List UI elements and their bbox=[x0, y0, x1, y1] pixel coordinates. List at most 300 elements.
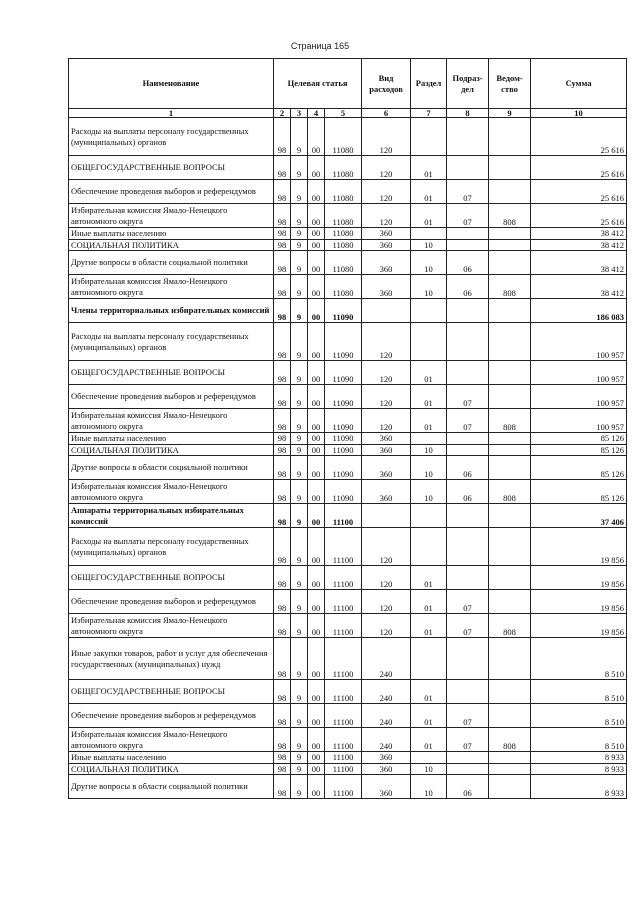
target-code-4: 11090 bbox=[325, 409, 362, 433]
expense-type: 120 bbox=[362, 118, 411, 156]
section-code: 10 bbox=[411, 763, 447, 775]
target-code-1: 98 bbox=[274, 528, 291, 566]
section-code bbox=[411, 433, 447, 445]
table-row bbox=[69, 566, 627, 590]
target-code-4: 11080 bbox=[325, 204, 362, 228]
target-code-3: 00 bbox=[308, 480, 325, 504]
target-code-3: 00 bbox=[308, 680, 325, 704]
target-code-1: 98 bbox=[274, 680, 291, 704]
target-code-4: 11100 bbox=[325, 728, 362, 752]
target-code-2: 9 bbox=[291, 204, 308, 228]
table-row bbox=[69, 361, 627, 385]
section-code: 01 bbox=[411, 704, 447, 728]
subsection-code: 06 bbox=[447, 275, 489, 299]
target-code-2: 9 bbox=[291, 118, 308, 156]
target-code-3: 00 bbox=[308, 275, 325, 299]
row-sum: 100 957 bbox=[531, 361, 627, 385]
section-code: 10 bbox=[411, 775, 447, 799]
section-code bbox=[411, 118, 447, 156]
target-code-3: 00 bbox=[308, 228, 325, 240]
section-code: 01 bbox=[411, 156, 447, 180]
target-code-1: 98 bbox=[274, 228, 291, 240]
table-row bbox=[69, 228, 627, 240]
row-sum: 8 933 bbox=[531, 752, 627, 764]
table-row bbox=[69, 728, 627, 752]
subsection-code: 07 bbox=[447, 590, 489, 614]
target-code-4: 11090 bbox=[325, 444, 362, 456]
section-code: 01 bbox=[411, 680, 447, 704]
target-code-3: 00 bbox=[308, 433, 325, 445]
row-sum: 19 856 bbox=[531, 528, 627, 566]
target-code-1: 98 bbox=[274, 456, 291, 480]
target-code-1: 98 bbox=[274, 156, 291, 180]
table-row bbox=[69, 480, 627, 504]
department-code bbox=[489, 504, 531, 528]
subsection-code bbox=[447, 752, 489, 764]
header-department: Ведом-ство bbox=[489, 59, 531, 109]
row-name: Расходы на выплаты персоналу государственных (муниципальных) органов bbox=[69, 323, 274, 361]
subsection-code bbox=[447, 299, 489, 323]
row-name: ОБЩЕГОСУДАРСТВЕННЫЕ ВОПРОСЫ bbox=[69, 361, 274, 385]
target-code-4: 11080 bbox=[325, 251, 362, 275]
target-code-2: 9 bbox=[291, 480, 308, 504]
target-code-1: 98 bbox=[274, 275, 291, 299]
row-sum: 186 083 bbox=[531, 299, 627, 323]
table-row bbox=[69, 704, 627, 728]
expense-type: 360 bbox=[362, 763, 411, 775]
target-code-2: 9 bbox=[291, 528, 308, 566]
row-name: ОБЩЕГОСУДАРСТВЕННЫЕ ВОПРОСЫ bbox=[69, 680, 274, 704]
section-code: 10 bbox=[411, 239, 447, 251]
subsection-code bbox=[447, 156, 489, 180]
department-code bbox=[489, 590, 531, 614]
column-number: 7 bbox=[411, 109, 447, 118]
target-code-4: 11090 bbox=[325, 480, 362, 504]
target-code-2: 9 bbox=[291, 704, 308, 728]
department-code bbox=[489, 528, 531, 566]
target-code-3: 00 bbox=[308, 409, 325, 433]
row-sum: 85 126 bbox=[531, 480, 627, 504]
target-code-3: 00 bbox=[308, 504, 325, 528]
row-name: ОБЩЕГОСУДАРСТВЕННЫЕ ВОПРОСЫ bbox=[69, 156, 274, 180]
expense-type: 240 bbox=[362, 638, 411, 680]
row-name: Избирательная комиссия Ямало-Ненецкого автономного округа bbox=[69, 204, 274, 228]
target-code-3: 00 bbox=[308, 728, 325, 752]
target-code-2: 9 bbox=[291, 775, 308, 799]
target-code-4: 11100 bbox=[325, 638, 362, 680]
department-code bbox=[489, 444, 531, 456]
target-code-1: 98 bbox=[274, 728, 291, 752]
target-code-2: 9 bbox=[291, 456, 308, 480]
table-row bbox=[69, 433, 627, 445]
row-sum: 38 412 bbox=[531, 275, 627, 299]
target-code-3: 00 bbox=[308, 323, 325, 361]
target-code-2: 9 bbox=[291, 156, 308, 180]
expense-type: 360 bbox=[362, 433, 411, 445]
row-sum: 8 933 bbox=[531, 775, 627, 799]
expense-type: 120 bbox=[362, 156, 411, 180]
row-name: СОЦИАЛЬНАЯ ПОЛИТИКА bbox=[69, 239, 274, 251]
target-code-3: 00 bbox=[308, 752, 325, 764]
department-code bbox=[489, 180, 531, 204]
table-row bbox=[69, 528, 627, 566]
target-code-3: 00 bbox=[308, 118, 325, 156]
target-code-4: 11090 bbox=[325, 361, 362, 385]
row-sum: 38 412 bbox=[531, 239, 627, 251]
table-row bbox=[69, 590, 627, 614]
target-code-3: 00 bbox=[308, 566, 325, 590]
target-code-2: 9 bbox=[291, 728, 308, 752]
section-code: 01 bbox=[411, 385, 447, 409]
table-row bbox=[69, 180, 627, 204]
subsection-code: 07 bbox=[447, 614, 489, 638]
table-row bbox=[69, 251, 627, 275]
table-row bbox=[69, 763, 627, 775]
expense-type: 240 bbox=[362, 680, 411, 704]
row-sum: 19 856 bbox=[531, 614, 627, 638]
target-code-3: 00 bbox=[308, 156, 325, 180]
header-type: Вид расходов bbox=[362, 59, 411, 109]
row-sum: 19 856 bbox=[531, 566, 627, 590]
row-name: Члены территориальных избирательных комиссий bbox=[69, 299, 274, 323]
row-name: Избирательная комиссия Ямало-Ненецкого автономного округа bbox=[69, 480, 274, 504]
row-sum: 25 616 bbox=[531, 180, 627, 204]
target-code-3: 00 bbox=[308, 361, 325, 385]
subsection-code: 06 bbox=[447, 456, 489, 480]
section-code: 01 bbox=[411, 409, 447, 433]
expense-type: 120 bbox=[362, 180, 411, 204]
target-code-3: 00 bbox=[308, 763, 325, 775]
target-code-4: 11090 bbox=[325, 299, 362, 323]
target-code-4: 11080 bbox=[325, 118, 362, 156]
expense-type: 120 bbox=[362, 614, 411, 638]
department-code bbox=[489, 763, 531, 775]
target-code-4: 11080 bbox=[325, 275, 362, 299]
row-sum: 8 510 bbox=[531, 680, 627, 704]
target-code-1: 98 bbox=[274, 752, 291, 764]
target-code-4: 11080 bbox=[325, 228, 362, 240]
section-code: 01 bbox=[411, 361, 447, 385]
column-number: 5 bbox=[325, 109, 362, 118]
target-code-1: 98 bbox=[274, 239, 291, 251]
department-code bbox=[489, 433, 531, 445]
target-code-2: 9 bbox=[291, 504, 308, 528]
row-sum: 38 412 bbox=[531, 251, 627, 275]
department-code bbox=[489, 775, 531, 799]
subsection-code bbox=[447, 763, 489, 775]
target-code-2: 9 bbox=[291, 763, 308, 775]
section-code bbox=[411, 638, 447, 680]
target-code-2: 9 bbox=[291, 251, 308, 275]
target-code-1: 98 bbox=[274, 180, 291, 204]
row-name: СОЦИАЛЬНАЯ ПОЛИТИКА bbox=[69, 763, 274, 775]
row-name: Избирательная комиссия Ямало-Ненецкого автономного округа bbox=[69, 275, 274, 299]
row-sum: 100 957 bbox=[531, 409, 627, 433]
subsection-code bbox=[447, 433, 489, 445]
page-header: Страница 165 bbox=[290, 41, 350, 51]
section-code: 10 bbox=[411, 480, 447, 504]
table-row bbox=[69, 444, 627, 456]
row-name: Обеспечение проведения выборов и референдумов bbox=[69, 385, 274, 409]
target-code-1: 98 bbox=[274, 251, 291, 275]
target-code-1: 98 bbox=[274, 385, 291, 409]
section-code bbox=[411, 228, 447, 240]
row-sum: 25 616 bbox=[531, 118, 627, 156]
expense-type: 360 bbox=[362, 251, 411, 275]
row-name: Иные закупки товаров, работ и услуг для обеспечения государственных (муниципальных) нужд bbox=[69, 638, 274, 680]
table-row bbox=[69, 680, 627, 704]
department-code: 808 bbox=[489, 275, 531, 299]
department-code bbox=[489, 299, 531, 323]
section-code: 10 bbox=[411, 444, 447, 456]
expense-type bbox=[362, 299, 411, 323]
expense-type: 360 bbox=[362, 228, 411, 240]
target-code-3: 00 bbox=[308, 590, 325, 614]
table-row bbox=[69, 275, 627, 299]
department-code bbox=[489, 566, 531, 590]
department-code bbox=[489, 638, 531, 680]
target-code-4: 11100 bbox=[325, 704, 362, 728]
target-code-2: 9 bbox=[291, 566, 308, 590]
table-row bbox=[69, 385, 627, 409]
subsection-code bbox=[447, 680, 489, 704]
subsection-code: 06 bbox=[447, 775, 489, 799]
section-code: 01 bbox=[411, 566, 447, 590]
row-sum: 8 510 bbox=[531, 638, 627, 680]
table-row bbox=[69, 323, 627, 361]
target-code-4: 11100 bbox=[325, 614, 362, 638]
row-name: Другие вопросы в области социальной политики bbox=[69, 251, 274, 275]
target-code-2: 9 bbox=[291, 614, 308, 638]
target-code-1: 98 bbox=[274, 566, 291, 590]
row-sum: 85 126 bbox=[531, 456, 627, 480]
department-code: 808 bbox=[489, 728, 531, 752]
column-number-row bbox=[69, 109, 627, 118]
row-name: Избирательная комиссия Ямало-Ненецкого автономного округа bbox=[69, 614, 274, 638]
row-sum: 100 957 bbox=[531, 323, 627, 361]
target-code-3: 00 bbox=[308, 638, 325, 680]
target-code-4: 11100 bbox=[325, 752, 362, 764]
table-row bbox=[69, 456, 627, 480]
target-code-3: 00 bbox=[308, 239, 325, 251]
row-name: Избирательная комиссия Ямало-Ненецкого автономного округа bbox=[69, 409, 274, 433]
target-code-1: 98 bbox=[274, 433, 291, 445]
table-row bbox=[69, 614, 627, 638]
target-code-1: 98 bbox=[274, 504, 291, 528]
table-row bbox=[69, 638, 627, 680]
target-code-3: 00 bbox=[308, 775, 325, 799]
table-row bbox=[69, 752, 627, 764]
row-sum: 38 412 bbox=[531, 228, 627, 240]
expense-type: 240 bbox=[362, 704, 411, 728]
expense-type: 360 bbox=[362, 275, 411, 299]
subsection-code: 07 bbox=[447, 204, 489, 228]
column-number: 3 bbox=[291, 109, 308, 118]
expense-type: 120 bbox=[362, 528, 411, 566]
subsection-code: 07 bbox=[447, 180, 489, 204]
row-sum: 8 933 bbox=[531, 763, 627, 775]
target-code-1: 98 bbox=[274, 638, 291, 680]
section-code bbox=[411, 299, 447, 323]
section-code: 10 bbox=[411, 456, 447, 480]
table-body bbox=[69, 118, 627, 799]
target-code-4: 11080 bbox=[325, 239, 362, 251]
target-code-2: 9 bbox=[291, 385, 308, 409]
target-code-3: 00 bbox=[308, 251, 325, 275]
target-code-4: 11090 bbox=[325, 456, 362, 480]
budget-table bbox=[68, 58, 627, 799]
subsection-code bbox=[447, 118, 489, 156]
header-subsection: Подраз-дел bbox=[447, 59, 489, 109]
table-row bbox=[69, 204, 627, 228]
expense-type: 360 bbox=[362, 480, 411, 504]
target-code-3: 00 bbox=[308, 704, 325, 728]
header-name: Наименование bbox=[69, 59, 274, 109]
department-code bbox=[489, 385, 531, 409]
target-code-4: 11090 bbox=[325, 385, 362, 409]
target-code-2: 9 bbox=[291, 752, 308, 764]
section-code bbox=[411, 752, 447, 764]
row-sum: 85 126 bbox=[531, 433, 627, 445]
target-code-3: 00 bbox=[308, 204, 325, 228]
department-code bbox=[489, 156, 531, 180]
row-sum: 100 957 bbox=[531, 385, 627, 409]
target-code-2: 9 bbox=[291, 638, 308, 680]
expense-type: 360 bbox=[362, 752, 411, 764]
target-code-1: 98 bbox=[274, 590, 291, 614]
expense-type: 360 bbox=[362, 456, 411, 480]
section-code: 01 bbox=[411, 180, 447, 204]
target-code-4: 11100 bbox=[325, 528, 362, 566]
department-code bbox=[489, 323, 531, 361]
subsection-code: 07 bbox=[447, 704, 489, 728]
subsection-code bbox=[447, 566, 489, 590]
target-code-1: 98 bbox=[274, 118, 291, 156]
subsection-code bbox=[447, 444, 489, 456]
target-code-1: 98 bbox=[274, 704, 291, 728]
expense-type: 360 bbox=[362, 239, 411, 251]
table-row bbox=[69, 504, 627, 528]
table-row bbox=[69, 775, 627, 799]
target-code-3: 00 bbox=[308, 180, 325, 204]
department-code bbox=[489, 456, 531, 480]
target-code-1: 98 bbox=[274, 480, 291, 504]
row-name: Иные выплаты населению bbox=[69, 228, 274, 240]
column-number: 6 bbox=[362, 109, 411, 118]
section-code: 01 bbox=[411, 204, 447, 228]
department-code bbox=[489, 680, 531, 704]
target-code-2: 9 bbox=[291, 361, 308, 385]
target-code-3: 00 bbox=[308, 456, 325, 480]
target-code-4: 11100 bbox=[325, 680, 362, 704]
target-code-1: 98 bbox=[274, 204, 291, 228]
target-code-2: 9 bbox=[291, 239, 308, 251]
section-code: 10 bbox=[411, 251, 447, 275]
target-code-3: 00 bbox=[308, 444, 325, 456]
target-code-2: 9 bbox=[291, 228, 308, 240]
expense-type: 120 bbox=[362, 204, 411, 228]
target-code-1: 98 bbox=[274, 299, 291, 323]
table-row bbox=[69, 239, 627, 251]
target-code-1: 98 bbox=[274, 444, 291, 456]
subsection-code: 07 bbox=[447, 409, 489, 433]
expense-type: 120 bbox=[362, 409, 411, 433]
row-name: Другие вопросы в области социальной политики bbox=[69, 775, 274, 799]
row-sum: 85 126 bbox=[531, 444, 627, 456]
expense-type: 120 bbox=[362, 566, 411, 590]
expense-type: 120 bbox=[362, 385, 411, 409]
target-code-2: 9 bbox=[291, 444, 308, 456]
column-number: 9 bbox=[489, 109, 531, 118]
subsection-code bbox=[447, 228, 489, 240]
table-row bbox=[69, 409, 627, 433]
target-code-1: 98 bbox=[274, 361, 291, 385]
target-code-2: 9 bbox=[291, 323, 308, 361]
subsection-code bbox=[447, 504, 489, 528]
row-sum: 8 510 bbox=[531, 728, 627, 752]
target-code-1: 98 bbox=[274, 775, 291, 799]
header-sum: Сумма bbox=[531, 59, 627, 109]
target-code-2: 9 bbox=[291, 590, 308, 614]
department-code bbox=[489, 251, 531, 275]
target-code-2: 9 bbox=[291, 409, 308, 433]
table-row bbox=[69, 299, 627, 323]
row-name: Обеспечение проведения выборов и референдумов bbox=[69, 704, 274, 728]
section-code: 10 bbox=[411, 275, 447, 299]
row-sum: 25 616 bbox=[531, 204, 627, 228]
target-code-3: 00 bbox=[308, 528, 325, 566]
row-name: Расходы на выплаты персоналу государственных (муниципальных) органов bbox=[69, 118, 274, 156]
subsection-code: 07 bbox=[447, 385, 489, 409]
target-code-2: 9 bbox=[291, 299, 308, 323]
expense-type: 120 bbox=[362, 590, 411, 614]
target-code-2: 9 bbox=[291, 433, 308, 445]
table-row bbox=[69, 118, 627, 156]
header-target: Целевая статья bbox=[274, 59, 362, 109]
column-number: 1 bbox=[69, 109, 274, 118]
department-code: 808 bbox=[489, 204, 531, 228]
row-name: Другие вопросы в области социальной политики bbox=[69, 456, 274, 480]
row-name: ОБЩЕГОСУДАРСТВЕННЫЕ ВОПРОСЫ bbox=[69, 566, 274, 590]
row-name: Избирательная комиссия Ямало-Ненецкого автономного округа bbox=[69, 728, 274, 752]
subsection-code bbox=[447, 361, 489, 385]
department-code: 808 bbox=[489, 409, 531, 433]
target-code-1: 98 bbox=[274, 409, 291, 433]
department-code bbox=[489, 118, 531, 156]
target-code-4: 11090 bbox=[325, 323, 362, 361]
row-name: Расходы на выплаты персоналу государственных (муниципальных) органов bbox=[69, 528, 274, 566]
department-code bbox=[489, 228, 531, 240]
target-code-1: 98 bbox=[274, 614, 291, 638]
section-code: 01 bbox=[411, 614, 447, 638]
department-code: 808 bbox=[489, 480, 531, 504]
department-code: 808 bbox=[489, 614, 531, 638]
target-code-4: 11090 bbox=[325, 433, 362, 445]
row-sum: 8 510 bbox=[531, 704, 627, 728]
target-code-2: 9 bbox=[291, 275, 308, 299]
row-name: СОЦИАЛЬНАЯ ПОЛИТИКА bbox=[69, 444, 274, 456]
subsection-code: 06 bbox=[447, 480, 489, 504]
row-name: Обеспечение проведения выборов и референдумов bbox=[69, 180, 274, 204]
target-code-1: 98 bbox=[274, 323, 291, 361]
subsection-code bbox=[447, 323, 489, 361]
table-row bbox=[69, 156, 627, 180]
department-code bbox=[489, 361, 531, 385]
expense-type: 120 bbox=[362, 323, 411, 361]
department-code bbox=[489, 239, 531, 251]
row-name: Обеспечение проведения выборов и референдумов bbox=[69, 590, 274, 614]
target-code-4: 11100 bbox=[325, 504, 362, 528]
